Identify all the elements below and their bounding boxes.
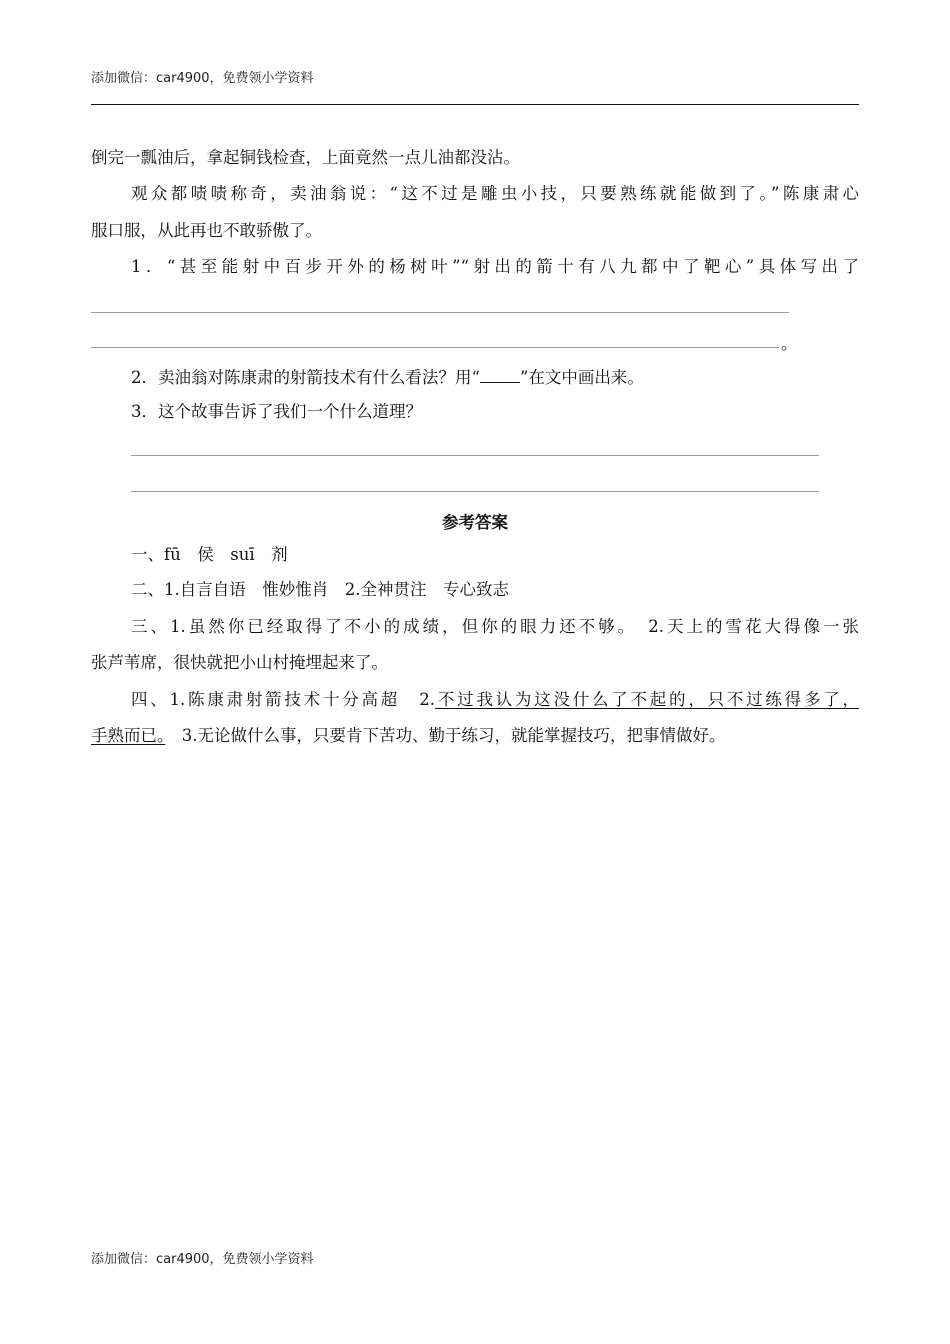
answer-1: 一、fū 侯 suī 剂 [131,545,288,564]
answer-4-underlined-1: 不过我认为这没什么了不起的，只不过练得多了， [435,690,859,709]
page-footer: 添加微信：car4900，免费领小学资料 [91,1252,314,1267]
passage-line-1: 倒完一瓢油后，拿起铜钱检查，上面竟然一点儿油都没沾。 [91,148,520,167]
question-2-suffix: ”在文中画出来。 [519,368,644,387]
answer-4-line-1 [131,690,859,710]
answer-line-period: 。 [781,334,798,353]
answer-3-line-1: 三、1.虽然你已经取得了不小的成绩，但你的眼力还不够。 2.天上的雪花大得像一张 [131,617,859,636]
passage-line-3: 服口服，从此再也不敢骄傲了。 [91,221,322,240]
answer-line-4 [131,491,819,492]
answer-4-underlined-2: 手熟而已。 [91,726,166,745]
answer-line-1 [91,312,789,313]
answer-line-2 [91,347,779,348]
answer-4-suffix: 3.无论做什么事，只要肯下苦功、勤于练习，就能掌握技巧，把事情做好。 [165,726,726,745]
question-2-prefix: 2．卖油翁对陈康肃的射箭技术有什么看法？用“ [131,368,480,387]
passage-line-2: 观众都啧啧称奇，卖油翁说：“这不过是雕虫小技，只要熟练就能做到了。”陈康肃心 [131,184,859,203]
answers-title: 参考答案 [442,513,508,532]
header-divider [91,104,859,105]
question-2 [131,366,859,388]
question-3: 3．这个故事告诉了我们一个什么道理？ [131,402,422,421]
answer-3-line-2: 张芦苇席，很快就把小山村掩埋起来了。 [91,653,388,672]
question-1: 1．“甚至能射中百步开外的杨树叶”“射出的箭十有八九都中了靶心”具体写出了 [131,257,859,276]
page-header: 添加微信：car4900，免费领小学资料 [91,71,314,86]
answer-line-3 [131,455,819,456]
answer-4-prefix: 四、1.陈康肃射箭技术十分高超 2. [131,690,436,709]
answer-2: 二、1.自言自语 惟妙惟肖 2.全神贯注 专心致志 [131,580,509,599]
answer-4-line-2 [91,726,859,746]
underline-blank [480,366,520,383]
